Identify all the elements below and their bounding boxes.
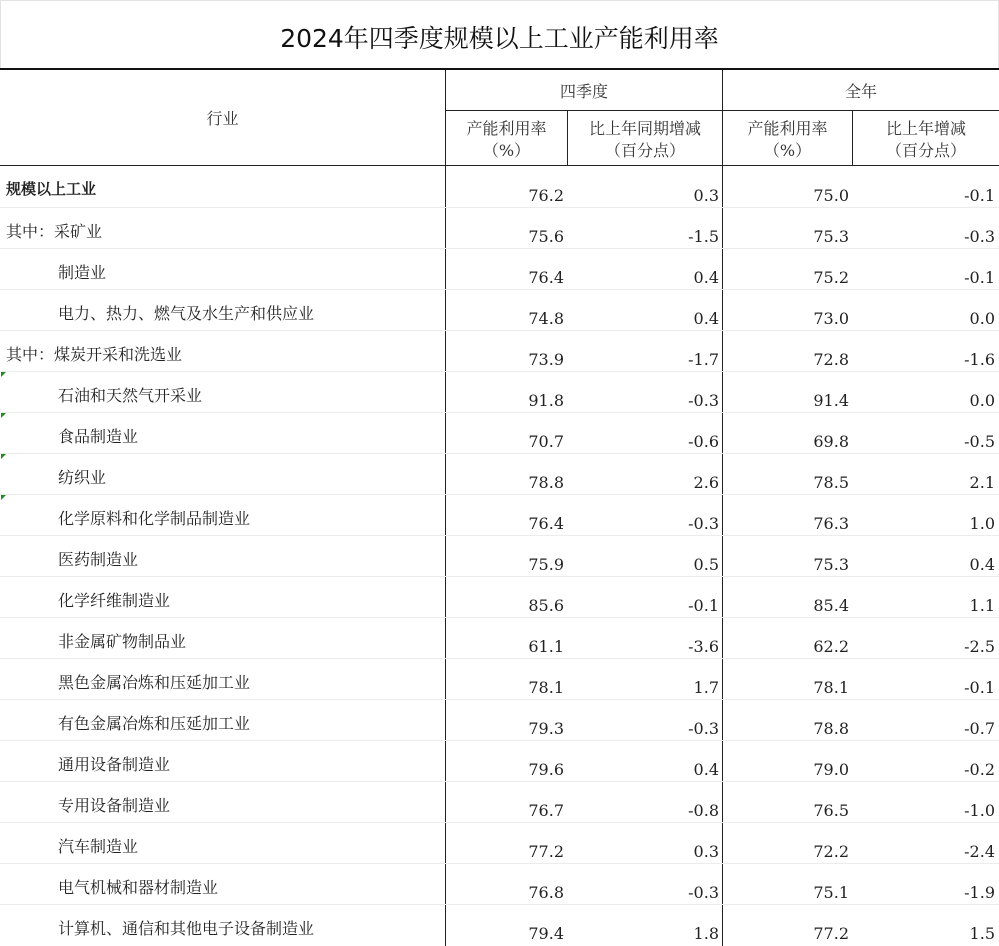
row-label: 电力、热力、燃气及水生产和供应业 xyxy=(58,304,315,323)
row-label: 非金属矿物制品业 xyxy=(58,632,187,651)
row-separator xyxy=(0,781,999,782)
row-label: 制造业 xyxy=(58,263,107,282)
header-q4-change-line1: 比上年同期增减 xyxy=(588,119,701,138)
cell-year-rate: 75.3 xyxy=(813,555,849,574)
cell-year-rate: 78.8 xyxy=(813,719,849,738)
cell-q4-change: 2.6 xyxy=(693,473,719,492)
cell-year-rate: 91.4 xyxy=(813,391,849,410)
row-label: 电气机械和器材制造业 xyxy=(58,878,219,897)
row-label: 其中：采矿业 xyxy=(6,222,103,241)
row-separator xyxy=(0,863,999,864)
cell-q4-rate: 76.4 xyxy=(528,268,564,287)
row-label: 食品制造业 xyxy=(58,427,139,446)
cell-year-change: -1.0 xyxy=(964,801,995,820)
row-label: 计算机、通信和其他电子设备制造业 xyxy=(58,919,315,938)
row-separator xyxy=(0,658,999,659)
cell-q4-change: -1.5 xyxy=(688,227,719,246)
row-label: 有色金属冶炼和压延加工业 xyxy=(58,714,251,733)
cell-q4-change: -0.1 xyxy=(688,596,719,615)
cell-q4-change: -0.3 xyxy=(688,719,719,738)
row-separator xyxy=(0,904,999,905)
cell-year-rate: 78.5 xyxy=(813,473,849,492)
row-separator xyxy=(0,371,999,372)
cell-q4-rate: 76.4 xyxy=(528,514,564,533)
cell-q4-rate: 61.1 xyxy=(528,637,564,656)
cell-q4-rate: 85.6 xyxy=(528,596,564,615)
cell-q4-rate: 76.7 xyxy=(528,801,564,820)
cell-q4-rate: 79.6 xyxy=(528,760,564,779)
cell-q4-rate: 75.9 xyxy=(528,555,564,574)
row-label: 其中：煤炭开采和洗选业 xyxy=(6,345,183,364)
cell-year-rate: 73.0 xyxy=(813,309,849,328)
header-year: 全年 xyxy=(844,82,877,101)
cell-q4-change: 0.4 xyxy=(693,760,719,779)
cell-comment-marker-icon xyxy=(1,495,6,500)
row-label: 汽车制造业 xyxy=(58,837,139,856)
row-separator xyxy=(0,535,999,536)
header-q4-rate-line2: （%） xyxy=(482,141,531,160)
divider-industry xyxy=(445,70,446,946)
header-year-change-line1: 比上年增减 xyxy=(885,119,966,138)
row-label: 医药制造业 xyxy=(58,550,139,569)
cell-q4-change: 1.8 xyxy=(693,924,719,943)
cell-q4-change: -0.3 xyxy=(688,391,719,410)
cell-year-rate: 79.0 xyxy=(813,760,849,779)
cell-q4-rate: 79.3 xyxy=(528,719,564,738)
cell-year-change: 2.1 xyxy=(969,473,995,492)
row-label: 化学原料和化学制品制造业 xyxy=(58,509,251,528)
row-separator xyxy=(0,494,999,495)
cell-q4-change: -0.3 xyxy=(688,883,719,902)
cell-year-rate: 85.4 xyxy=(813,596,849,615)
cell-year-change: -2.5 xyxy=(964,637,995,656)
cell-year-change: -1.9 xyxy=(964,883,995,902)
cell-year-rate: 75.0 xyxy=(813,186,849,205)
row-separator xyxy=(0,617,999,618)
cell-year-change: -0.1 xyxy=(964,678,995,697)
cell-year-change: -0.3 xyxy=(964,227,995,246)
header-q4-rate xyxy=(446,118,567,162)
cell-q4-rate: 78.8 xyxy=(528,473,564,492)
cell-q4-change: -3.6 xyxy=(688,637,719,656)
cell-year-change: -0.1 xyxy=(964,268,995,287)
row-label: 规模以上工业 xyxy=(6,180,97,198)
cell-q4-change: -1.7 xyxy=(688,350,719,369)
cell-comment-marker-icon xyxy=(1,372,6,377)
cell-year-change: -2.4 xyxy=(964,842,995,861)
cell-year-rate: 75.3 xyxy=(813,227,849,246)
divider-q4-year xyxy=(722,70,723,946)
row-separator xyxy=(0,699,999,700)
cell-year-change: 1.1 xyxy=(969,596,995,615)
cell-year-rate: 72.8 xyxy=(813,350,849,369)
row-separator xyxy=(0,289,999,290)
cell-comment-marker-icon xyxy=(1,454,6,459)
row-label: 纺织业 xyxy=(58,468,107,487)
cell-q4-change: 0.5 xyxy=(693,555,719,574)
cell-q4-change: 0.3 xyxy=(693,842,719,861)
row-separator xyxy=(0,207,999,208)
cell-year-change: 1.5 xyxy=(969,924,995,943)
row-separator xyxy=(0,740,999,741)
cell-q4-rate: 73.9 xyxy=(528,350,564,369)
cell-q4-rate: 74.8 xyxy=(528,309,564,328)
cell-comment-marker-icon xyxy=(1,413,6,418)
header-year-rate-line2: （%） xyxy=(763,141,812,160)
row-separator xyxy=(0,822,999,823)
cell-year-change: -0.2 xyxy=(964,760,995,779)
row-label: 黑色金属冶炼和压延加工业 xyxy=(58,673,251,692)
cell-q4-change: 0.4 xyxy=(693,268,719,287)
cell-year-change: 0.0 xyxy=(969,309,995,328)
cell-year-change: -1.6 xyxy=(964,350,995,369)
header-industry: 行业 xyxy=(206,109,239,128)
row-label: 通用设备制造业 xyxy=(58,755,171,774)
header-q4: 四季度 xyxy=(559,82,608,101)
header-q4-change-line2: （百分点） xyxy=(604,141,685,160)
cell-q4-change: 0.4 xyxy=(693,309,719,328)
cell-year-rate: 76.5 xyxy=(813,801,849,820)
cell-q4-change: -0.3 xyxy=(688,514,719,533)
cell-year-rate: 69.8 xyxy=(813,432,849,451)
row-separator xyxy=(0,248,999,249)
cell-year-rate: 77.2 xyxy=(813,924,849,943)
header-year-change xyxy=(853,118,999,162)
cell-q4-rate: 70.7 xyxy=(528,432,564,451)
cell-q4-rate: 79.4 xyxy=(528,924,564,943)
cell-q4-rate: 77.2 xyxy=(528,842,564,861)
cell-q4-change: -0.6 xyxy=(688,432,719,451)
header-group-rule xyxy=(445,110,999,111)
cell-year-change: 0.4 xyxy=(969,555,995,574)
row-label: 石油和天然气开采业 xyxy=(58,386,203,405)
cell-year-change: -0.7 xyxy=(964,719,995,738)
cell-q4-rate: 91.8 xyxy=(528,391,564,410)
cell-q4-rate: 78.1 xyxy=(528,678,564,697)
cell-q4-change: -0.8 xyxy=(688,801,719,820)
cell-q4-rate: 76.2 xyxy=(528,186,564,205)
cell-year-change: -0.1 xyxy=(964,186,995,205)
header-year-change-line2: （百分点） xyxy=(885,141,966,160)
table-title: 2024年四季度规模以上工业产能利用率 xyxy=(280,24,719,53)
header-bottom-rule xyxy=(0,165,999,166)
cell-q4-rate: 76.8 xyxy=(528,883,564,902)
cell-year-change: 0.0 xyxy=(969,391,995,410)
header-q4-change xyxy=(568,118,722,162)
row-separator xyxy=(0,576,999,577)
top-rule xyxy=(0,68,999,70)
cell-year-rate: 78.1 xyxy=(813,678,849,697)
header-q4-rate-line1: 产能利用率 xyxy=(466,119,547,138)
row-label: 专用设备制造业 xyxy=(58,796,171,815)
row-separator xyxy=(0,412,999,413)
cell-year-change: -0.5 xyxy=(964,432,995,451)
row-label: 化学纤维制造业 xyxy=(58,591,171,610)
header-year-rate-line1: 产能利用率 xyxy=(747,119,828,138)
cell-q4-change: 0.3 xyxy=(693,186,719,205)
cell-year-change: 1.0 xyxy=(969,514,995,533)
row-separator xyxy=(0,453,999,454)
header-year-rate xyxy=(723,118,852,162)
cell-q4-rate: 75.6 xyxy=(528,227,564,246)
title-box xyxy=(0,0,999,69)
row-separator xyxy=(0,330,999,331)
cell-year-rate: 72.2 xyxy=(813,842,849,861)
cell-year-rate: 76.3 xyxy=(813,514,849,533)
cell-q4-change: 1.7 xyxy=(693,678,719,697)
cell-year-rate: 62.2 xyxy=(813,637,849,656)
cell-year-rate: 75.1 xyxy=(813,883,849,902)
cell-year-rate: 75.2 xyxy=(813,268,849,287)
